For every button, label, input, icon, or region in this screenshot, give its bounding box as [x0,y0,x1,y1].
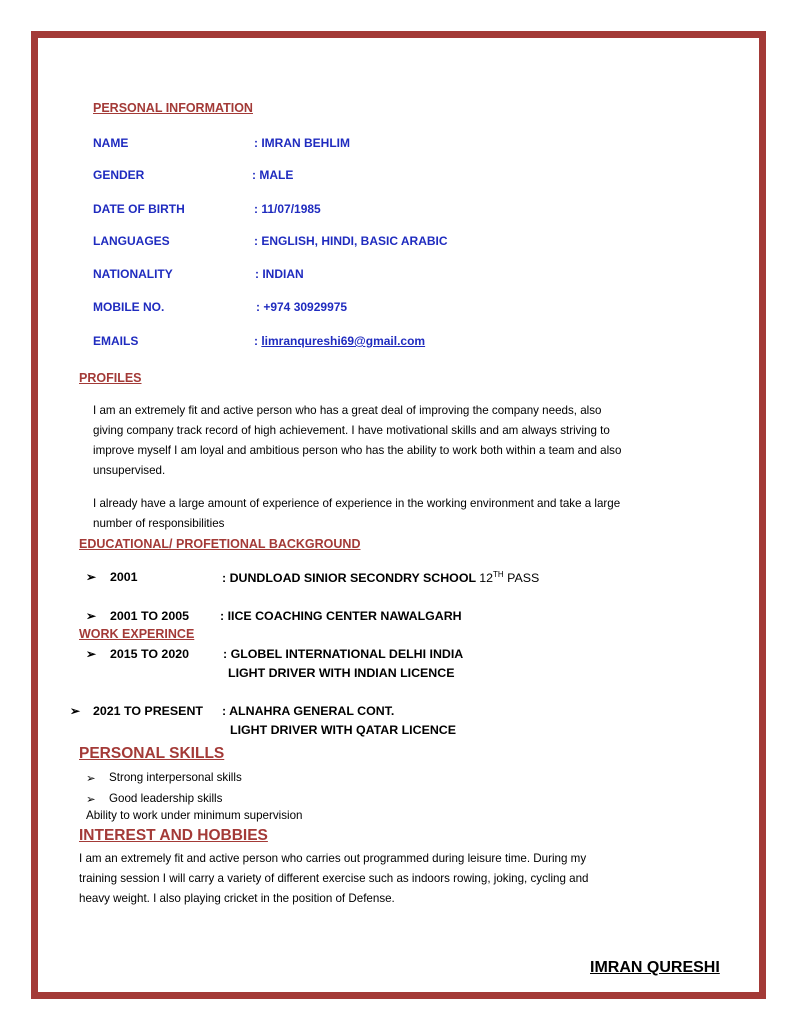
emails-label: EMAILS [93,334,139,348]
skill-item: Strong interpersonal skills [109,771,242,784]
profiles-heading: PROFILES [79,371,142,385]
hobbies-line: I am an extremely fit and active person who carries out programmed during leisure time. During my [79,852,587,865]
hobbies-line: training session I will carry a variety of different exercise such as indoors rowing, joking, cycling and [79,872,589,885]
work-role: LIGHT DRIVER WITH INDIAN LICENCE [228,666,455,680]
bullet-arrow-icon: ➢ [86,772,96,785]
skill-item: Ability to work under minimum supervision [86,809,303,822]
gender-label: GENDER [93,168,145,182]
emails-value [254,334,425,348]
signature-name: IMRAN QURESHI [590,959,720,976]
bullet-arrow-icon: ➢ [86,570,97,584]
profiles-line: improve myself I am loyal and ambitious person who has the ability to work both within a team and also [93,444,622,457]
work-year: 2015 TO 2020 [110,647,189,661]
work-year: 2021 TO PRESENT [93,704,203,718]
education-heading: EDUCATIONAL/ PROFETIONAL BACKGROUND [79,537,361,551]
profiles-line: number of responsibilities [93,517,225,530]
work-role: LIGHT DRIVER WITH QATAR LICENCE [230,723,457,737]
mobile-value: : +974 30929975 [256,300,348,314]
bullet-arrow-icon: ➢ [86,793,96,806]
grade-suffix: TH [493,570,504,579]
email-link[interactable]: limranqureshi69@gmail.com [261,334,426,348]
mobile-label: MOBILE NO. [93,300,165,314]
personal-info-heading: PERSONAL INFORMATION [93,101,253,115]
profiles-paragraph-1 [93,401,621,481]
work-employer: : ALNAHRA GENERAL CONT. [222,704,395,718]
name-label: NAME [93,136,129,150]
grade-tail: PASS [503,571,540,586]
dob-label: DATE OF BIRTH [93,202,185,216]
work-employer: : GLOBEL INTERNATIONAL DELHI INDIA [223,647,464,661]
skill-item: Good leadership skills [109,792,223,805]
profiles-line: I already have a large amount of experience of experience in the working environment and take a large [93,497,621,510]
nationality-value: : INDIAN [255,267,304,281]
education-grade [479,571,539,585]
grade-number: 12 [479,571,494,586]
education-year: 2001 TO 2005 [110,609,189,623]
languages-value: : ENGLISH, HINDI, BASIC ARABIC [254,234,448,248]
work-heading: WORK EXPERINCE [79,627,195,641]
hobbies-line: heavy weight. I also playing cricket in the position of Defense. [79,892,395,905]
education-school: : DUNDLOAD SINIOR SECONDRY SCHOOL [222,571,476,586]
education-detail [222,570,539,585]
hobbies-heading: INTEREST AND HOBBIES [79,827,268,844]
profiles-line: unsupervised. [93,464,166,477]
languages-label: LANGUAGES [93,234,170,248]
skills-heading: PERSONAL SKILLS [79,745,225,762]
gender-value: : MALE [252,168,294,182]
profiles-paragraph-2 [93,494,620,534]
profiles-line: I am an extremely fit and active person who has a great deal of improving the company needs, also [93,404,602,417]
hobbies-paragraph [79,849,589,909]
emails-prefix: : [254,334,262,348]
education-detail: : IICE COACHING CENTER NAWALGARH [220,609,462,623]
profiles-line: giving company track record of high achievement. I have motivational skills and am always striving to [93,424,610,437]
name-value: : IMRAN BEHLIM [254,136,350,150]
education-year: 2001 [110,570,138,584]
dob-value: : 11/07/1985 [254,202,321,216]
bullet-arrow-icon: ➢ [70,704,81,718]
bullet-arrow-icon: ➢ [86,647,97,661]
bullet-arrow-icon: ➢ [86,609,97,623]
nationality-label: NATIONALITY [93,267,173,281]
